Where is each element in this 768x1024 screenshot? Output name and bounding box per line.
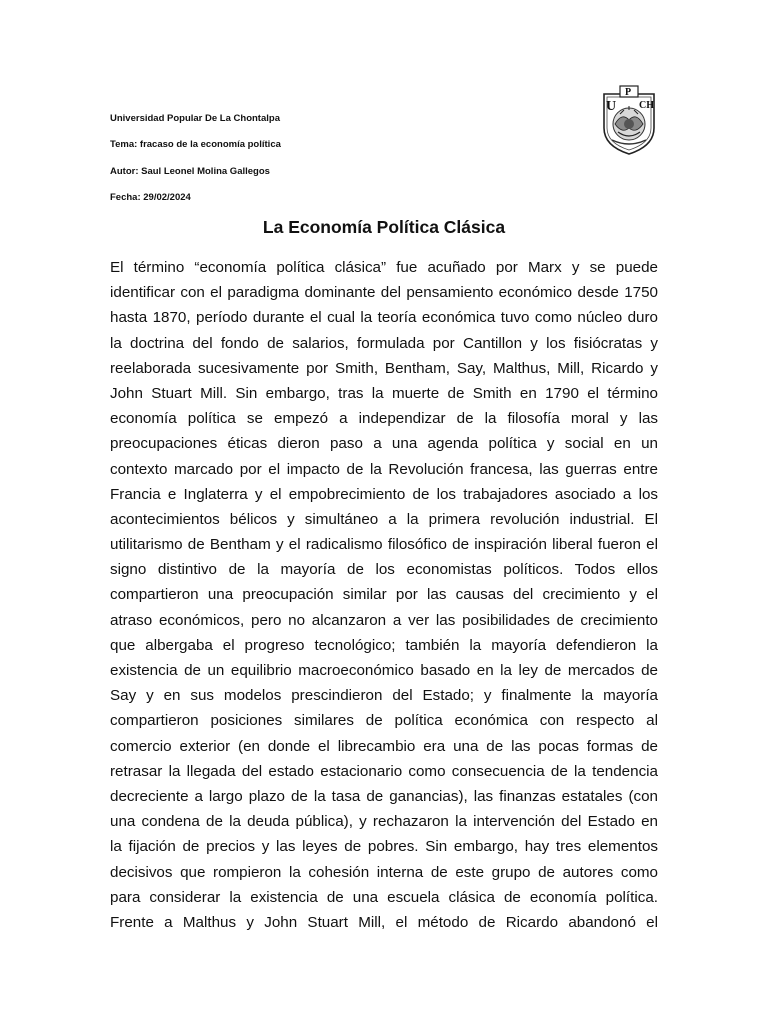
body-line: para considerar la existencia de una escuela clásica de economía política. <box>110 888 658 906</box>
body-line: Francia e Inglaterra y el empobrecimiento de los trabajadores asociado a los <box>110 485 658 503</box>
logo-letter-p: P <box>625 87 632 98</box>
document-title: La Economía Política Clásica <box>262 217 506 237</box>
body-line: signo distintivo de la mayoría de los economistas políticos. Todos ellos <box>110 561 658 579</box>
body-line: compartieron una preocupación similar por las causas del crecimiento y el <box>110 586 658 604</box>
body-line: John Stuart Mill. Sin embargo, tras la muerte de Smith en 1790 el término <box>110 384 658 402</box>
body-line: hasta 1870, período durante el cual la teoría económica tuvo como núcleo duro <box>110 309 658 327</box>
body-line: reelaborada sucesivamente por Smith, Bentham, Say, Malthus, Mill, Ricardo y <box>110 359 658 377</box>
body-line: Say y en sus modelos prescindieron del Estado; y finalmente la mayoría <box>110 687 658 705</box>
university-name: Universidad Popular De La Chontalpa <box>110 113 280 124</box>
body-line: preocupaciones éticas dieron paso a una agenda política y social en un <box>110 435 658 453</box>
logo-letter-u: U <box>606 99 617 114</box>
body-line: una condena de la deuda pública), y rechazaron la intervención del Estado en <box>110 813 658 831</box>
body-line: existencia de un equilibrio macroeconómico basado en la ley de mercados de <box>110 662 658 679</box>
body-line: contexto marcado por el impacto de la Revolución francesa, las guerras entre <box>110 460 658 478</box>
body-line: la doctrina del fondo de salarios, formulada por Cantillon y los fisiócratas y <box>110 334 658 352</box>
body-line: la fijación de precios y las leyes de pobres. Sin embargo, hay tres elementos <box>110 838 658 856</box>
logo-letter-ch: CH <box>639 100 654 111</box>
body-line: decisivos que rompieron la cohesión interna de este grupo de autores como <box>110 863 658 881</box>
body-line: economía política se empezó a independizar de la filosofía moral y las <box>110 410 658 428</box>
body-line: identificar con el paradigma dominante del pensamiento económico desde 1750 <box>110 284 658 302</box>
university-seal-icon <box>598 84 660 156</box>
body-line: comercio exterior (en donde el librecambio era una de las pocas formas de <box>110 737 658 755</box>
document-body <box>110 255 658 935</box>
document-date: Fecha: 29/02/2024 <box>110 192 191 203</box>
document-author: Autor: Saul Leonel Molina Gallegos <box>110 166 270 177</box>
body-line: decreciente a largo plazo de la tasa de ganancias), las finanzas estatales (con <box>110 787 658 805</box>
body-line: atraso económicos, pero no alcanzaron a ver las posibilidades de crecimiento <box>110 611 658 629</box>
body-line: El término “economía política clásica” fue acuñado por Marx y se puede <box>110 259 658 276</box>
body-line: Frente a Malthus y John Stuart Mill, el método de Ricardo abandonó el <box>110 913 658 931</box>
body-line: acontecimientos bélicos y simultáneo a la primera revolución industrial. El <box>110 510 658 528</box>
body-line: que albergaba el progreso tecnológico; también la mayoría defendieron la <box>110 636 658 654</box>
body-line: retrasar la llegada del estado estacionario como consecuencia de la tendencia <box>110 762 658 780</box>
body-line: compartieron posiciones similares de política económica con respecto al <box>110 712 658 730</box>
document-topic: Tema: fracaso de la economía política <box>110 139 281 150</box>
body-line: utilitarismo de Bentham y el radicalismo filosófico de inspiración liberal fueron el <box>110 536 658 554</box>
